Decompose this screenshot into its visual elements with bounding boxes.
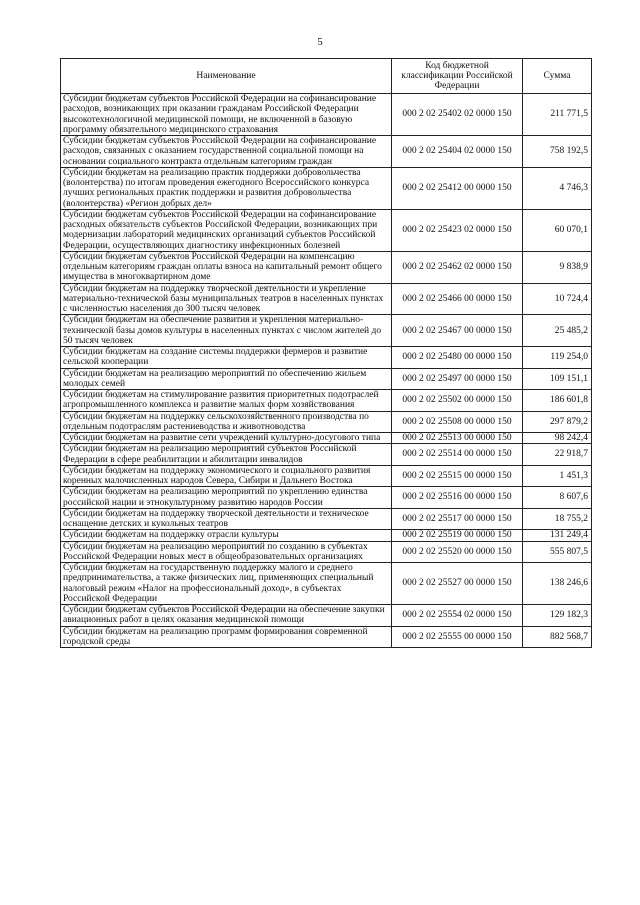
row-code-cell: 000 2 02 25554 02 0000 150 (392, 605, 523, 627)
row-name-cell: Субсидии бюджетам на развитие сети учреждений культурно-досугового типа (61, 433, 392, 444)
table-row (61, 541, 592, 563)
row-sum-cell: 109 151,1 (523, 368, 592, 390)
row-name-cell: Субсидии бюджетам на стимулирование развития приоритетных подотраслей агропромышленного комплекса и развитие малых форм хозяйствования (61, 390, 392, 412)
row-code-cell: 000 2 02 25513 00 0000 150 (392, 433, 523, 444)
table-row (61, 433, 592, 444)
table-header-row (61, 59, 592, 94)
row-code-cell: 000 2 02 25502 00 0000 150 (392, 390, 523, 412)
table-row (61, 444, 592, 466)
table-row (61, 487, 592, 509)
row-code-cell: 000 2 02 25527 00 0000 150 (392, 563, 523, 605)
row-name-cell: Субсидии бюджетам на поддержку творческой деятельности и укрепление материально-технической базы муниципальных театров в населенных пунктах с численностью населения до 300 тысяч человек (61, 283, 392, 315)
row-name-cell: Субсидии бюджетам на обеспечение развития и укрепления материально-технической базы домов культуры в населенных пунктах с числом жителей до 50 тысяч человек (61, 315, 392, 347)
table-row (61, 411, 592, 433)
row-code-cell: 000 2 02 25520 00 0000 150 (392, 541, 523, 563)
table-row (61, 563, 592, 605)
row-code-cell: 000 2 02 25462 02 0000 150 (392, 251, 523, 283)
row-sum-cell: 555 807,5 (523, 541, 592, 563)
row-name-cell: Субсидии бюджетам на реализацию мероприятий по укреплению единства российской нации и этнокультурному развитию народов России (61, 487, 392, 509)
page-number: 5 (317, 36, 323, 48)
row-name-cell: Субсидии бюджетам субъектов Российской Федерации на софинансирование расходов, связанных с оказанием государственной социальной помощи на основании социального контракта отдельным категориям граждан (61, 136, 392, 168)
row-code-cell: 000 2 02 25517 00 0000 150 (392, 508, 523, 530)
table-row (61, 465, 592, 487)
row-code-cell: 000 2 02 25423 02 0000 150 (392, 209, 523, 251)
row-code-cell: 000 2 02 25508 00 0000 150 (392, 411, 523, 433)
budget-table (60, 58, 592, 648)
row-sum-cell: 8 607,6 (523, 487, 592, 509)
row-name-cell: Субсидии бюджетам субъектов Российской Федерации на обеспечение закупки авиационных работ в целях оказания медицинской помощи (61, 605, 392, 627)
row-sum-cell: 98 242,4 (523, 433, 592, 444)
row-name-cell: Субсидии бюджетам на поддержку отрасли культуры (61, 530, 392, 541)
table-body (61, 94, 592, 648)
row-sum-cell: 138 246,6 (523, 563, 592, 605)
table-row (61, 251, 592, 283)
table-row (61, 209, 592, 251)
table-row (61, 94, 592, 136)
header-sum: Сумма (523, 59, 592, 94)
row-sum-cell: 882 568,7 (523, 626, 592, 648)
row-name-cell: Субсидии бюджетам на поддержку сельскохозяйственного производства по отдельным подотраслям растениеводства и животноводства (61, 411, 392, 433)
row-sum-cell: 25 485,2 (523, 315, 592, 347)
header-code: Код бюджетной классификации Российской Федерации (392, 59, 523, 94)
row-name-cell: Субсидии бюджетам на создание системы поддержки фермеров и развитие сельской кооперации (61, 347, 392, 369)
row-code-cell: 000 2 02 25480 00 0000 150 (392, 347, 523, 369)
row-code-cell: 000 2 02 25497 00 0000 150 (392, 368, 523, 390)
row-code-cell: 000 2 02 25515 00 0000 150 (392, 465, 523, 487)
row-code-cell: 000 2 02 25514 00 0000 150 (392, 444, 523, 466)
row-name-cell: Субсидии бюджетам субъектов Российской Федерации на софинансирование расходов, возникающих при оказании гражданам Российской Федерации высокотехнологичной медицинской помощи, не включенной в базовую программу обязательного медицинского страхования (61, 94, 392, 136)
row-name-cell: Субсидии бюджетам на реализацию практик поддержки добровольчества (волонтерства) по итогам проведения ежегодного Всероссийского конкурса лучших региональных практик поддержки и развития добровольчества (волонтерства) «Регион добрых дел» (61, 167, 392, 209)
table-row (61, 136, 592, 168)
row-sum-cell: 1 451,3 (523, 465, 592, 487)
table-row (61, 626, 592, 648)
row-code-cell: 000 2 02 25404 02 0000 150 (392, 136, 523, 168)
row-name-cell: Субсидии бюджетам на реализацию программ формирования современной городской среды (61, 626, 392, 648)
table-row (61, 315, 592, 347)
row-sum-cell: 211 771,5 (523, 94, 592, 136)
row-sum-cell: 297 879,2 (523, 411, 592, 433)
row-code-cell: 000 2 02 25402 02 0000 150 (392, 94, 523, 136)
row-code-cell: 000 2 02 25412 00 0000 150 (392, 167, 523, 209)
header-name: Наименование (61, 59, 392, 94)
row-sum-cell: 186 601,8 (523, 390, 592, 412)
row-name-cell: Субсидии бюджетам субъектов Российской Федерации на софинансирование расходных обязательств субъектов Российской Федерации, возникающих при модернизации лабораторий медицинских организаций субъектов Российской Федерации, осуществляющих диагностику инфекционных болезней (61, 209, 392, 251)
table-row (61, 167, 592, 209)
row-sum-cell: 60 070,1 (523, 209, 592, 251)
row-name-cell: Субсидии бюджетам на поддержку экономического и социального развития коренных малочисленных народов Севера, Сибири и Дальнего Востока (61, 465, 392, 487)
table-row (61, 368, 592, 390)
row-code-cell: 000 2 02 25555 00 0000 150 (392, 626, 523, 648)
table-row (61, 508, 592, 530)
row-name-cell: Субсидии бюджетам на государственную поддержку малого и среднего предпринимательства, а также физических лиц, применяющих специальный налоговый режим «Налог на профессиональный доход», в субъектах Российской Федерации (61, 563, 392, 605)
row-sum-cell: 18 755,2 (523, 508, 592, 530)
row-sum-cell: 4 746,3 (523, 167, 592, 209)
row-code-cell: 000 2 02 25467 00 0000 150 (392, 315, 523, 347)
table-row (61, 347, 592, 369)
row-code-cell: 000 2 02 25516 00 0000 150 (392, 487, 523, 509)
table-row (61, 390, 592, 412)
row-sum-cell: 9 838,9 (523, 251, 592, 283)
row-sum-cell: 758 192,5 (523, 136, 592, 168)
table-row (61, 605, 592, 627)
row-sum-cell: 10 724,4 (523, 283, 592, 315)
row-sum-cell: 129 182,3 (523, 605, 592, 627)
row-name-cell: Субсидии бюджетам на реализацию мероприятий по обеспечению жильем молодых семей (61, 368, 392, 390)
row-name-cell: Субсидии бюджетам на реализацию мероприятий по созданию в субъектах Российской Федерации новых мест в общеобразовательных организациях (61, 541, 392, 563)
row-sum-cell: 22 918,7 (523, 444, 592, 466)
row-sum-cell: 131 249,4 (523, 530, 592, 541)
table-row (61, 283, 592, 315)
row-name-cell: Субсидии бюджетам на поддержку творческой деятельности и техническое оснащение детских и кукольных театров (61, 508, 392, 530)
row-name-cell: Субсидии бюджетам субъектов Российской Федерации на компенсацию отдельным категориям граждан оплаты взноса на капитальный ремонт общего имущества в многоквартирном доме (61, 251, 392, 283)
table-row (61, 530, 592, 541)
row-sum-cell: 119 254,0 (523, 347, 592, 369)
row-code-cell: 000 2 02 25466 00 0000 150 (392, 283, 523, 315)
row-name-cell: Субсидии бюджетам на реализацию мероприятий субъектов Российской Федерации в сфере реабилитации и абилитации инвалидов (61, 444, 392, 466)
row-code-cell: 000 2 02 25519 00 0000 150 (392, 530, 523, 541)
